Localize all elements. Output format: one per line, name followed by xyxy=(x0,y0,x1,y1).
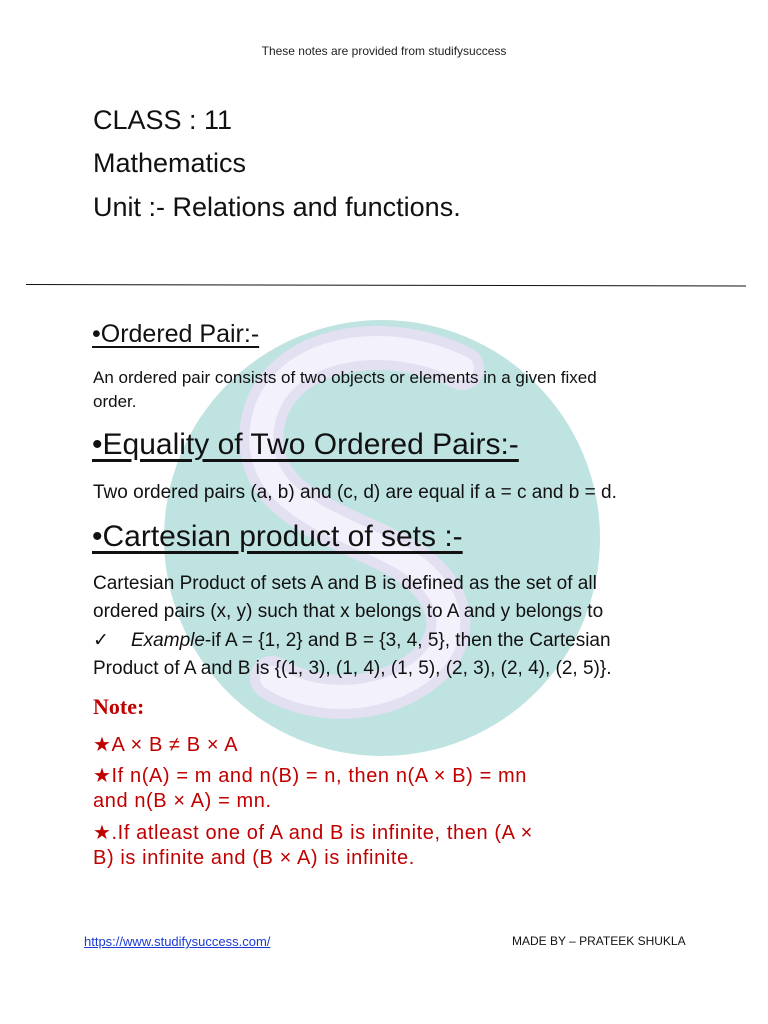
note-item-3-line1: ★.If atleast one of A and B is infinite, then (A × xyxy=(93,822,533,844)
footer-website-link[interactable]: https://www.studifysuccess.com/ xyxy=(84,934,271,949)
cartesian-text-line4: Product of A and B is {(1, 3), (1, 4), (1, 5), (2, 3), (2, 4), (2, 5)}. xyxy=(93,658,612,679)
example-label: Example xyxy=(131,630,205,651)
note-item-1: ★A × B ≠ B × A xyxy=(93,734,239,756)
example-text: -if A = {1, 2} and B = {3, 4, 5}, then the Cartesian xyxy=(204,630,611,651)
cartesian-example-line xyxy=(93,627,611,655)
note-item-2-line2: and n(B × A) = mn. xyxy=(93,790,272,812)
note-item-2-line1: ★If n(A) = m and n(B) = n, then n(A × B) = mn xyxy=(93,765,528,787)
subject-title: Mathematics xyxy=(93,148,247,178)
cartesian-text-line2: ordered pairs (x, y) such that x belongs to A and y belongs to xyxy=(93,601,604,622)
ordered-pair-text-line2: order. xyxy=(93,392,137,411)
cartesian-text-line1: Cartesian Product of sets A and B is defined as the set of all xyxy=(93,573,597,594)
horizontal-divider xyxy=(26,284,746,287)
equality-heading: •Equality of Two Ordered Pairs:- xyxy=(92,428,519,461)
check-mark-icon: ✓ xyxy=(93,630,109,651)
note-title: Note: xyxy=(93,694,145,719)
note-item-3-line2: B) is infinite and (B × A) is infinite. xyxy=(93,847,415,869)
class-title: CLASS : 11 xyxy=(93,105,233,135)
unit-title: Unit :- Relations and functions. xyxy=(93,192,461,222)
footer-credit: MADE BY – PRATEEK SHUKLA xyxy=(512,934,686,948)
equality-text: Two ordered pairs (a, b) and (c, d) are equal if a = c and b = d. xyxy=(93,482,617,503)
ordered-pair-heading: •Ordered Pair:- xyxy=(92,320,260,348)
header-note: These notes are provided from studifysuccess xyxy=(261,44,507,58)
ordered-pair-text-line1: An ordered pair consists of two objects or elements in a given fixed xyxy=(93,368,597,387)
cartesian-heading: •Cartesian product of sets :- xyxy=(92,520,463,553)
